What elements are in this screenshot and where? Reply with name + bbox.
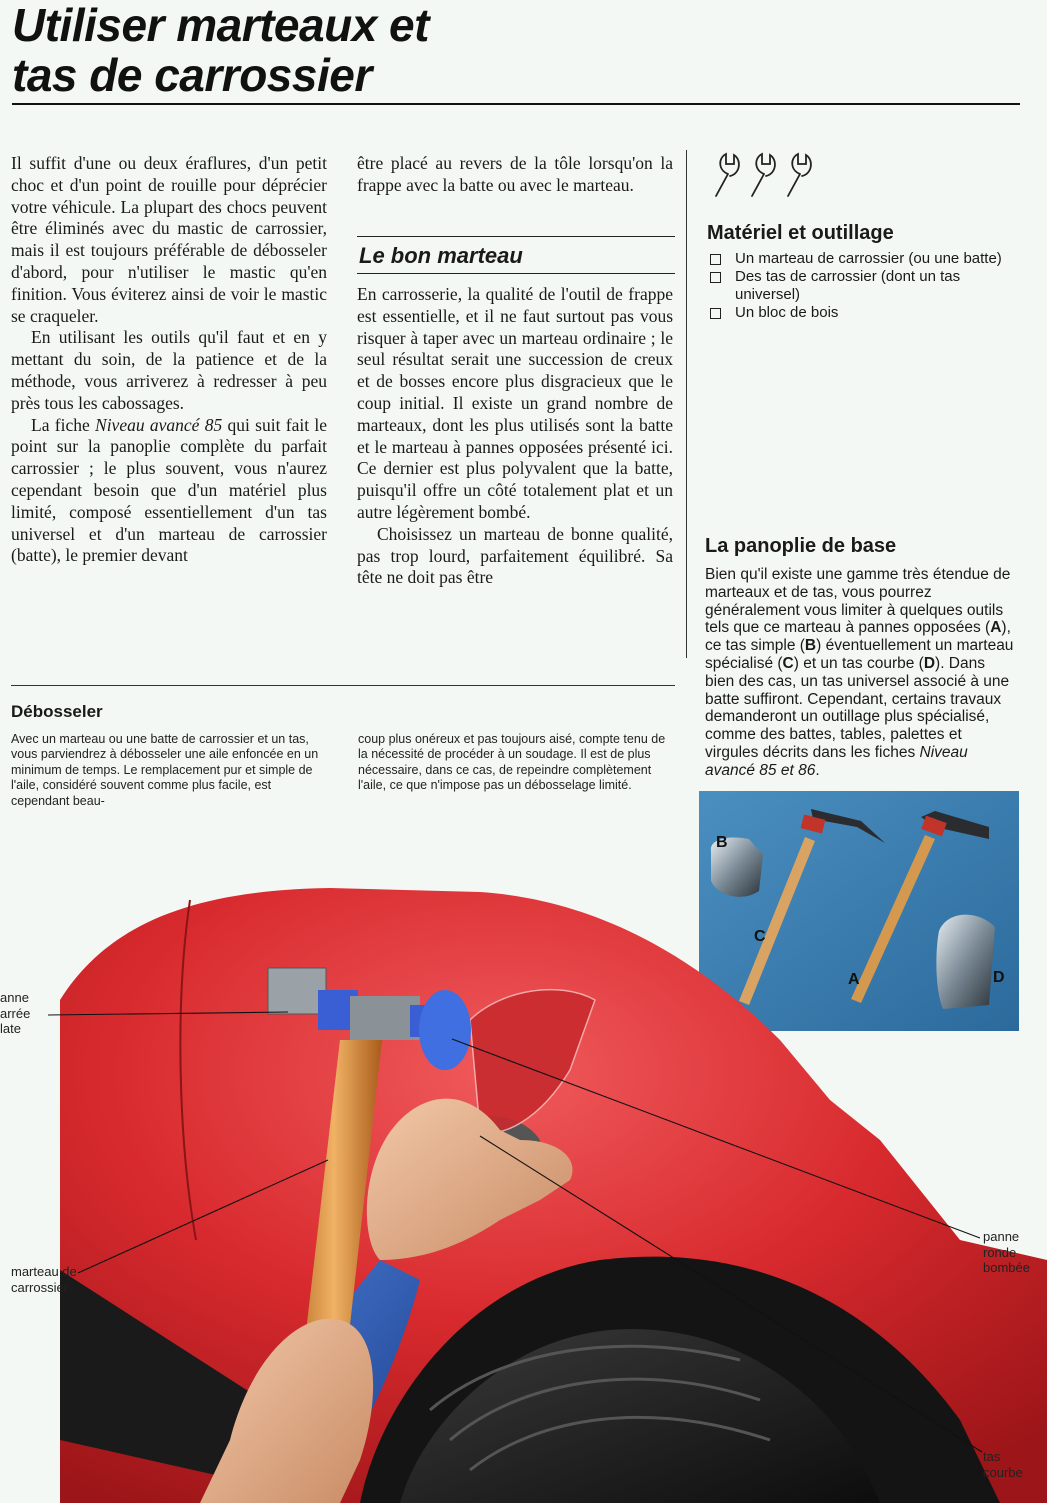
photo-label-d: D <box>993 969 1005 986</box>
debosseler-heading: Débosseler <box>11 702 103 721</box>
intro-p3-end: qui suit fait le point sur la panoplie complète du parfait carrossier ; le plus souvent, vous n'aurez cependant besoin que d'un matériel plus limité, composé essentiellement d'un tas universel et d'un marteau de carrossier (batte), le premier devant <box>11 414 327 566</box>
photo-label-a: A <box>848 971 860 988</box>
panoplie-text-end: . <box>815 761 820 779</box>
checklist-item <box>708 304 1023 322</box>
label-tas-courbe <box>983 1449 1023 1480</box>
label-panne-carree <box>0 990 30 1037</box>
photo-label-b: B <box>716 834 728 851</box>
intro-p3-start: La fiche <box>31 414 96 435</box>
ref-c: C <box>782 654 794 672</box>
materiel-heading: Matériel et outillage <box>707 222 894 244</box>
title-line-2: tas de carrossier <box>12 49 372 101</box>
intro-paragraph-1: Il suffit d'une ou deux éraflures, d'un petit choc et d'un point de rouille pour déprécier votre véhicule. La plupart des chocs peuvent être éliminés avec du mastic de carrossier, mais il est toujours préférable de débosseler d'abord, pour n'utiliser le mastic qu'en finition. Vous éviterez ainsi de voir le mastic se craqueler. <box>11 153 327 326</box>
niveau-avance-ref: Niveau avancé 85 <box>95 414 223 435</box>
ref-a: A <box>990 619 1002 637</box>
title-rule <box>12 103 1020 105</box>
intro-column-1 <box>11 153 327 567</box>
label-line: marteau de <box>11 1264 77 1279</box>
ref-d: D <box>923 654 936 672</box>
square-face <box>268 968 326 1014</box>
checklist-item <box>708 250 1023 268</box>
label-line: ronde <box>983 1244 1017 1260</box>
niveau-avance-ref-2: Niveau avancé 85 et 86 <box>705 743 968 779</box>
intro-column-2 <box>357 153 673 197</box>
label-panne-ronde <box>983 1229 1030 1276</box>
bon-marteau-text <box>357 284 673 589</box>
panoplie-text-3: ) éventuellement un marteau spécialisé ( <box>705 637 1014 672</box>
photo-label-c: C <box>754 928 766 945</box>
label-line: arrée <box>0 1005 31 1021</box>
label-line: bombée <box>983 1260 1030 1275</box>
debosseler-col-2: coup plus onéreux et pas toujours aisé, compte tenu de la nécessité de procéder à un soudage. Il est de plus nécessaire, dans ce cas, de repeindre complètement l'aile, ce que n'impose pas un débosselage limité. <box>358 732 666 793</box>
label-line: panne <box>983 1229 1020 1244</box>
wrench-icon <box>706 152 824 200</box>
checkbox-icon <box>710 308 721 319</box>
continuation-paragraph: être placé au revers de la tôle lorsqu'on la frappe avec la batte ou avec le marteau. <box>357 153 673 195</box>
checklist-item-label: Un bloc de bois <box>735 304 839 321</box>
label-line: tas <box>983 1449 1001 1464</box>
label-line: carrossier <box>11 1279 69 1295</box>
bon-marteau-paragraph-1: En carrosserie, la qualité de l'outil de frappe est essentielle, et il ne faut surtout pas vous risquer à taper avec un marteau ordinaire ; le seul résultat serait une succession de creux et de bosses encore plus disgracieux que le coup initial. Il existe un grand nombre de marteaux, dont les plus utilisés sont la batte et le marteau à pannes opposées présenté ici. Ce dernier est plus polyvalent que la batte, puisqu'il offre un côté totalement plat et un autre légèrement bombé. <box>357 284 673 522</box>
panoplie-text-5: ). Dans bien des cas, un tas universel associé à une batte suffiront. Cependant, certains travaux demanderont un outillage plus spécialisé, comme des battes, tables, palettes et virgules décrits dans les fiches <box>705 654 1010 761</box>
checklist-item-label: Un marteau de carrossier (ou une batte) <box>735 250 1002 267</box>
label-marteau-carrossier <box>11 1264 77 1295</box>
page-title <box>12 0 429 100</box>
bon-marteau-heading: Le bon marteau <box>357 236 675 274</box>
materiel-checklist <box>708 250 1023 322</box>
checklist-item-label: Des tas de carrossier (dont un tas universel) <box>735 268 961 303</box>
panoplie-heading: La panoplie de base <box>705 535 897 557</box>
checkbox-icon <box>710 272 721 283</box>
title-line-1: Utiliser marteaux et <box>12 0 429 51</box>
car-wing-illustration <box>0 840 1047 1503</box>
panoplie-text-4: ) et un tas courbe ( <box>793 654 924 672</box>
debosseler-rule <box>11 685 675 686</box>
bon-marteau-paragraph-2: Choisissez un marteau de bonne qualité, pas trop lourd, parfaitement équilibré. Sa tête ne doit pas être <box>357 523 673 588</box>
panoplie-text <box>705 566 1015 780</box>
intro-paragraph-2: En utilisant les outils qu'il faut et en y mettant du soin, de la patience et de la méthode, vous arriverez à redresser à peu près tous les cabossages. <box>11 327 327 413</box>
checkbox-icon <box>710 254 721 265</box>
panoplie-text-1: Bien qu'il existe une gamme très étendue de marteaux et de tas, vous pourrez généralement vous limiter à quelques outils tels que ce marteau à pannes opposées ( <box>705 566 1011 637</box>
hammer-head <box>350 996 420 1040</box>
label-line: late <box>0 1021 21 1036</box>
checklist-item <box>708 268 1023 304</box>
ref-b: B <box>804 637 817 655</box>
panoplie-text-2: ), ce tas simple ( <box>705 619 1011 655</box>
round-face <box>419 990 471 1070</box>
debosseler-col-1: Avec un marteau ou une batte de carrossier et un tas, vous parviendrez à débosseler une aile enfoncée en un minimum de temps. Le remplacement pur et simple de l'aile, considéré souvent comme plus facile, est cependant beau- <box>11 732 319 808</box>
column-divider <box>686 150 687 658</box>
label-line: anne <box>0 990 29 1005</box>
intro-paragraph-3 <box>11 415 327 568</box>
label-line: courbe <box>983 1464 1023 1480</box>
